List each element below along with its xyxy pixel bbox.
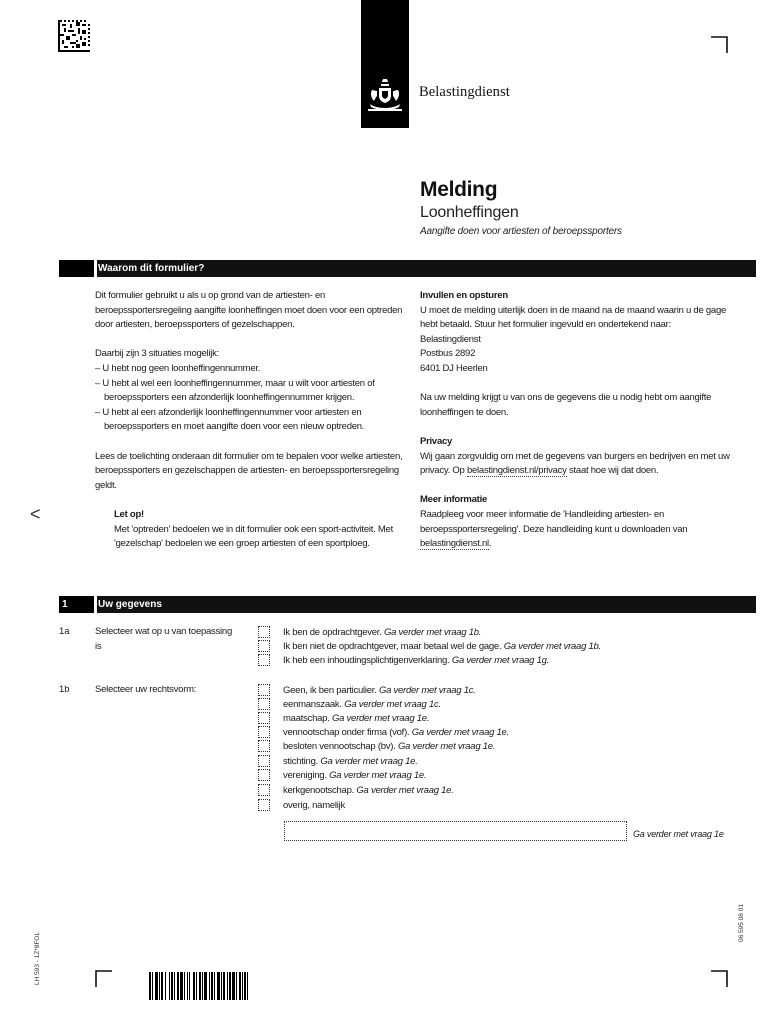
- page-subtitle-2: Aangifte doen voor artiesten of beroepssporters: [420, 226, 622, 237]
- address-line: Postbus 2892: [420, 348, 476, 360]
- why-intro-paragraph: Dit formulier gebruikt u als u op grond van de artiesten- en beroepssportersregeling aangifte loonheffingen moet doen voor een optreden door artiesten, beroepssporters of gezelschappen.: [95, 290, 403, 331]
- letop-text: Met 'optreden' bedoelen we in dit formulier ook een sport-activiteit. Met 'gezelschap' bedoelen we een groep artiesten of een sportploeg.: [114, 523, 393, 550]
- crop-mark-bottom-right: [711, 970, 728, 987]
- page-title: Melding: [420, 178, 498, 201]
- meer-info-text: Raadpleeg voor meer informatie de 'Handleiding artiesten- en beroepssportersregeling'. Deze handleiding kunt u downloaden van belastingdienst.nl.: [420, 508, 688, 550]
- option-row-1a[interactable]: Ik ben niet de opdrachtgever, maar betaal wel de gage. Ga verder met vraag 1b.: [258, 639, 601, 653]
- checkbox[interactable]: [258, 654, 270, 666]
- section-title-why: Waarom dit formulier?: [98, 263, 205, 274]
- address-line: Belastingdienst: [420, 333, 481, 345]
- question-number-1a: 1a: [59, 626, 70, 637]
- section-bar-why: [59, 260, 756, 277]
- invullen-after-text: Na uw melding krijgt u van ons de gegevens die u nodig hebt om aangifte loonheffingen te doen.: [420, 392, 712, 418]
- letop-title: Let op!: [114, 509, 144, 520]
- rechtsvorm-other-field[interactable]: [284, 821, 627, 841]
- option-row-1b[interactable]: Geen, ik ben particulier. Ga verder met vraag 1c.: [258, 683, 476, 697]
- datamatrix-code: [58, 20, 90, 52]
- section-title-1: Uw gegevens: [98, 599, 162, 610]
- why-left-column: [95, 289, 410, 493]
- checkbox[interactable]: [258, 799, 270, 811]
- question-label-1b: Selecteer uw rechtsvorm:: [95, 684, 197, 695]
- question-label-1a: Selecteer wat op u van toepassing is: [95, 626, 232, 652]
- privacy-link[interactable]: belastingdienst.nl/privacy: [466, 465, 567, 477]
- why-right-column: [420, 289, 735, 552]
- option-row-1b[interactable]: vennootschap onder firma (vof). Ga verder met vraag 1e.: [258, 725, 509, 739]
- why-toelichting-paragraph: Lees de toelichting onderaan dit formulier om te bepalen voor welke artiesten, beroepssporters en gezelschappen de artiesten- en beroepssportersregeling geldt.: [95, 450, 403, 491]
- chevron-left-icon: <: [30, 504, 41, 524]
- option-row-1b[interactable]: stichting. Ga verder met vraag 1e.: [258, 754, 418, 768]
- checkbox[interactable]: [258, 755, 270, 767]
- handleiding-link[interactable]: belastingdienst.nl: [420, 538, 489, 550]
- ga-verder-note: Ga verder met vraag 1e: [633, 829, 724, 839]
- privacy-text: Wij gaan zorgvuldig om met de gegevens van burgers en bedrijven en met uw privacy. Op belastingdienst.nl/privacy staat hoe wij dat doen.: [420, 450, 730, 477]
- option-row-1b[interactable]: overig, namelijk: [258, 798, 345, 812]
- checkbox[interactable]: [258, 740, 270, 752]
- logo-bar: [361, 0, 409, 128]
- letop-note: [114, 508, 394, 552]
- option-row-1a[interactable]: Ik heb een inhoudingsplichtigenverklaring. Ga verder met vraag 1g.: [258, 653, 549, 667]
- form-code-right: 06 595 08 01: [738, 904, 745, 942]
- barcode: [149, 972, 317, 1000]
- crop-mark-bottom-left: [95, 970, 112, 987]
- privacy-title: Privacy: [420, 435, 453, 447]
- option-row-1b[interactable]: maatschap. Ga verder met vraag 1e.: [258, 711, 429, 725]
- option-row-1b[interactable]: vereniging. Ga verder met vraag 1e.: [258, 768, 426, 782]
- option-row-1b[interactable]: eenmanszaak. Ga verder met vraag 1c.: [258, 697, 441, 711]
- checkbox[interactable]: [258, 698, 270, 710]
- form-code-left: LH 593 - 1Z*8FOL: [34, 931, 41, 985]
- crop-mark-top-right: [711, 36, 728, 53]
- invullen-title: Invullen en opsturen: [420, 290, 508, 301]
- invullen-text: U moet de melding uiterlijk doen in de maand na de maand waarin u de gage hebt betaald. Stuur het formulier ingevuld en ondertekend naar:: [420, 304, 727, 331]
- option-row-1b[interactable]: kerkgenootschap. Ga verder met vraag 1e.: [258, 783, 454, 797]
- checkbox[interactable]: [258, 726, 270, 738]
- meer-info-title: Meer informatie: [420, 494, 487, 506]
- checkbox[interactable]: [258, 684, 270, 696]
- checkbox[interactable]: [258, 769, 270, 781]
- question-number-1b: 1b: [59, 684, 70, 695]
- why-situation-item: – U hebt al wel een loonheffingennummer, maar u wilt voor artiesten of beroepssporters een afzonderlijk loonheffingennummer krijgen.: [95, 377, 375, 404]
- page-subtitle: Loonheffingen: [420, 204, 519, 221]
- coat-of-arms-icon: [361, 0, 409, 128]
- option-row-1a[interactable]: Ik ben de opdrachtgever. Ga verder met vraag 1b.: [258, 625, 481, 639]
- logo-text: Belastingdienst: [419, 84, 510, 100]
- why-situation-item: – U hebt al een afzonderlijk loonheffingennummer voor artiesten en beroepssporters en moet aangifte doen voor een nieuw optreden.: [95, 406, 365, 433]
- checkbox[interactable]: [258, 640, 270, 652]
- why-situations-intro: Daarbij zijn 3 situaties mogelijk:: [95, 348, 220, 360]
- checkbox[interactable]: [258, 712, 270, 724]
- option-row-1b[interactable]: besloten vennootschap (bv). Ga verder met vraag 1e.: [258, 739, 495, 753]
- section-number-1: 1: [59, 596, 94, 613]
- checkbox[interactable]: [258, 784, 270, 796]
- why-situation-item: – U hebt nog geen loonheffingennummer.: [95, 362, 261, 374]
- section-bar-1: [59, 596, 756, 613]
- address-line: 6401 DJ Heerlen: [420, 362, 488, 374]
- checkbox[interactable]: [258, 626, 270, 638]
- section-number-why: [59, 260, 94, 277]
